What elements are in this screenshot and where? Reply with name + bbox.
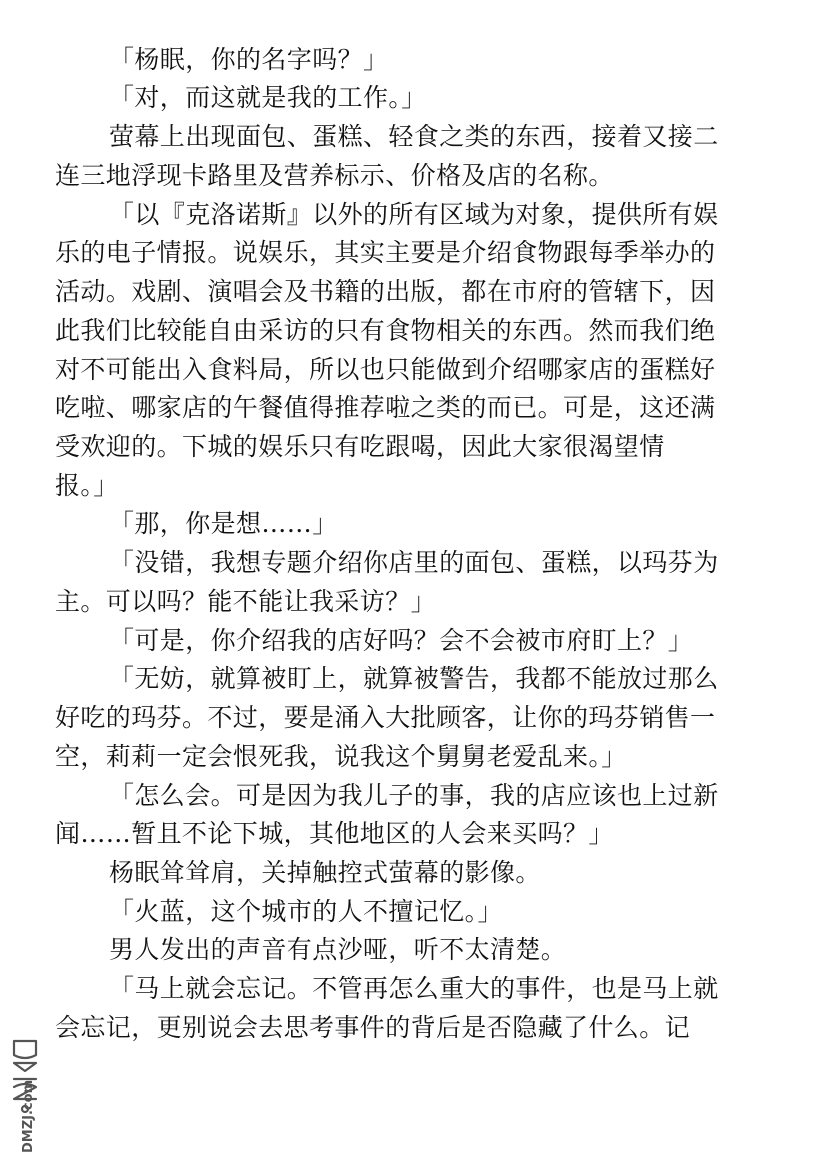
text-line: 「没错，我想专题介绍你店里的面包、蛋糕，以玛芬为 bbox=[109, 548, 719, 577]
text-line: 「杨眠，你的名字吗？」 bbox=[109, 45, 389, 74]
text-line: 空，莉莉一定会恨死我，说我这个舅舅老爱乱来。」 bbox=[55, 742, 627, 771]
text-line: 「火蓝，这个城市的人不擅记忆。」 bbox=[109, 897, 503, 926]
text-line: 男人发出的声音有点沙哑，听不太清楚。 bbox=[109, 935, 567, 964]
text-line: 闻……暂且不论下城，其他地区的人会来买吗？」 bbox=[55, 819, 614, 848]
text-line: 「马上就会忘记。不管再怎么重大的事件，也是马上就 bbox=[109, 974, 719, 1003]
text-line: 会忘记，更别说会去思考事件的背后是否隐藏了什么。记 bbox=[55, 1013, 691, 1042]
text-line: 杨眠耸耸肩，关掉触控式萤幕的影像。 bbox=[109, 858, 541, 887]
text-line: 连三地浮现卡路里及营养标示、价格及店的名称。 bbox=[55, 161, 614, 190]
text-line: 「可是，你介绍我的店好吗？会不会被市府盯上？」 bbox=[109, 626, 694, 655]
text-line: 受欢迎的。下城的娱乐只有吃跟喝，因此大家很渴望情 bbox=[55, 432, 665, 461]
text-line: 乐的电子情报。说娱乐，其实主要是介绍食物跟每季举办的 bbox=[55, 238, 716, 267]
text-line: 好吃的玛芬。不过，要是涌入大批顾客，让你的玛芬销售一 bbox=[55, 703, 716, 732]
text-line: 活动。戏剧、演唱会及书籍的出版，都在市府的管辖下，因 bbox=[55, 277, 716, 306]
watermark-text: DMZJ.com bbox=[21, 1079, 36, 1153]
text-line: 「那，你是想……」 bbox=[109, 509, 338, 538]
text-line: 吃啦、哪家店的午餐值得推荐啦之类的而已。可是，这还满 bbox=[55, 393, 716, 422]
text-line: 对不可能出入食料局，所以也只能做到介绍哪家店的蛋糕好 bbox=[55, 355, 716, 384]
text-line: 此我们比较能自由采访的只有食物相关的东西。然而我们绝 bbox=[55, 316, 716, 345]
text-line: 「以『克洛诺斯』以外的所有区域为对象，提供所有娱 bbox=[109, 200, 719, 229]
text-line: 报。」 bbox=[55, 471, 119, 500]
text-line: 「对，而这就是我的工作。」 bbox=[109, 83, 427, 112]
text-line: 萤幕上出现面包、蛋糕、轻食之类的东西，接着又接二 bbox=[109, 122, 719, 151]
dmzj-watermark-logo bbox=[8, 1035, 42, 1155]
text-line: 「怎么会。可是因为我儿子的事，我的店应该也上过新 bbox=[109, 781, 719, 810]
text-line: 主。可以吗？能不能让我采访？」 bbox=[55, 587, 437, 616]
text-line: 「无妨，就算被盯上，就算被警告，我都不能放过那么 bbox=[109, 664, 719, 693]
